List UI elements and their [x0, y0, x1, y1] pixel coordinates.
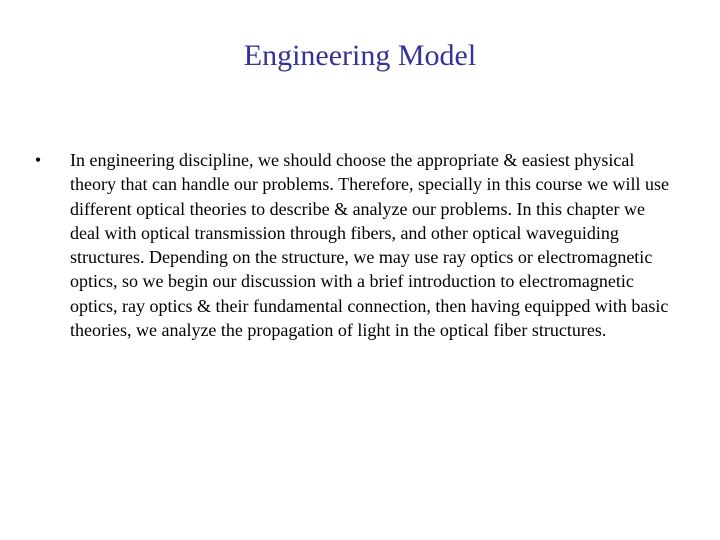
bullet-dot-icon: •: [34, 150, 42, 170]
bullet-text: In engineering discipline, we should choose the appropriate & easiest physical theory that can handle our problems. Therefore, specially in this course we will use different optical theories to describe & analyze our problems. In this chapter we deal with optical transmission through fibers, and other optical waveguiding structures. Depending on the structure, we may use ray optics or electromagnetic optics, so we begin our discussion with a brief introduction to electromagnetic optics, ray optics & their fundamental connection, then having equipped with basic theories, we analyze the propagation of light in the optical fiber structures.: [70, 150, 669, 341]
bullet-item: [28, 148, 678, 342]
bullet-list: [28, 148, 678, 342]
slide-title: Engineering Model: [243, 39, 477, 72]
